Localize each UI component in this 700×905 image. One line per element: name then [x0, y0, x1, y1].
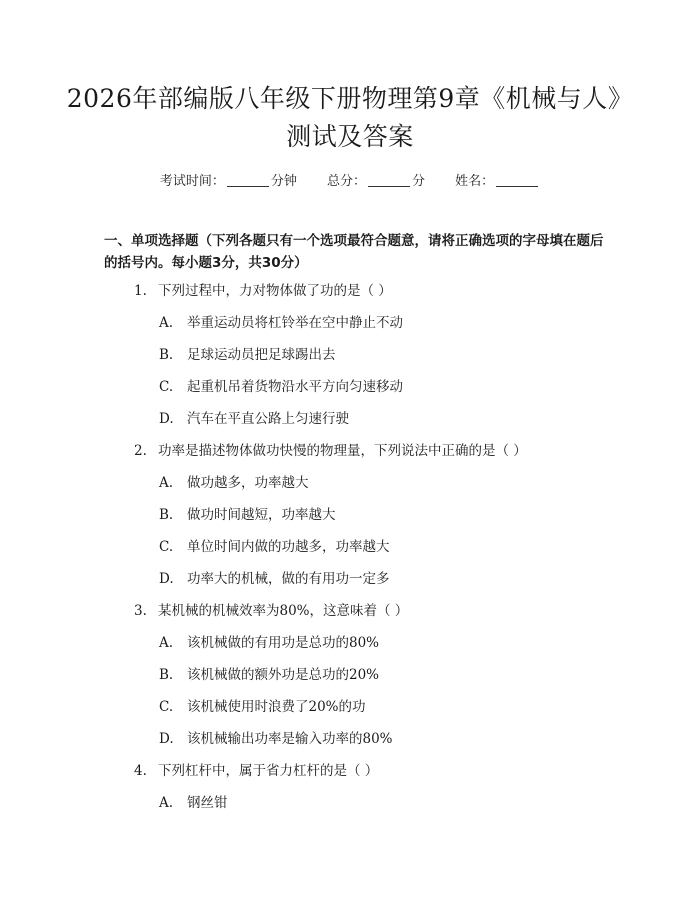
option-text: 做功时间越短，功率越大	[187, 507, 336, 523]
question-4	[134, 762, 378, 780]
option-letter: C.	[159, 379, 174, 395]
option-text: 功率大的机械，做的有用功一定多	[187, 571, 390, 587]
option-text: 该机械做的有用功是总功的80%	[187, 635, 380, 651]
option-letter: A.	[159, 315, 174, 331]
option-letter: A.	[159, 795, 174, 811]
option-letter: B.	[159, 667, 174, 683]
option-letter: A.	[159, 635, 174, 651]
total-score-unit: 分	[412, 174, 426, 189]
option-text: 该机械输出功率是输入功率的80%	[187, 731, 393, 747]
exam-time-field	[160, 170, 297, 189]
student-name-label: 姓名：	[455, 174, 495, 189]
question-3-option-b	[159, 666, 379, 684]
question-text: 某机械的机械效率为80%，这意味着（ ）	[158, 603, 409, 619]
option-letter: D.	[159, 411, 174, 427]
exam-time-blank	[227, 174, 269, 187]
question-3	[134, 602, 408, 620]
question-4-option-a	[159, 794, 228, 812]
question-text: 下列过程中，力对物体做了功的是（ ）	[158, 283, 392, 299]
question-number: 4.	[134, 763, 147, 779]
section-heading: 一、单项选择题（下列各题只有一个选项最符合题意，请将正确选项的字母填在题后的括号内。每小题3分，共30分）	[104, 233, 604, 271]
question-3-option-d	[159, 730, 393, 748]
option-letter: C.	[159, 699, 174, 715]
option-letter: C.	[159, 539, 174, 555]
question-number: 2.	[134, 443, 147, 459]
question-text: 下列杠杆中，属于省力杠杆的是（ ）	[158, 763, 379, 779]
question-2-option-d	[159, 570, 390, 588]
option-text: 该机械做的额外功是总功的20%	[187, 667, 380, 683]
option-letter: D.	[159, 571, 174, 587]
question-2-option-c	[159, 538, 390, 556]
total-score-blank	[368, 174, 410, 187]
option-letter: B.	[159, 507, 174, 523]
option-letter: A.	[159, 475, 174, 491]
question-1-option-a	[159, 314, 403, 332]
option-text: 单位时间内做的功越多，功率越大	[187, 539, 390, 555]
total-score-field	[327, 170, 425, 189]
question-2	[134, 442, 527, 460]
question-1-option-c	[159, 378, 403, 396]
option-text: 起重机吊着货物沿水平方向匀速移动	[187, 379, 403, 395]
question-1-option-b	[159, 346, 336, 364]
option-text: 举重运动员将杠铃举在空中静止不动	[187, 315, 403, 331]
question-number: 3.	[134, 603, 147, 619]
question-text: 功率是描述物体做功快慢的物理量，下列说法中正确的是（ ）	[158, 443, 527, 459]
exam-time-unit: 分钟	[270, 174, 297, 189]
total-score-label: 总分：	[326, 174, 366, 189]
question-3-option-c	[159, 698, 366, 716]
question-number: 1.	[134, 283, 147, 299]
option-text: 该机械使用时浪费了20%的功	[187, 699, 366, 715]
student-name-field	[455, 170, 540, 189]
option-text: 汽车在平直公路上匀速行驶	[187, 411, 349, 427]
question-3-option-a	[159, 634, 379, 652]
question-1	[134, 282, 392, 300]
option-text: 钢丝钳	[187, 795, 228, 811]
option-text: 做功越多，功率越大	[187, 475, 309, 491]
question-2-option-b	[159, 506, 336, 524]
option-letter: B.	[159, 347, 174, 363]
option-letter: D.	[159, 731, 174, 747]
student-name-blank	[496, 174, 538, 187]
question-1-option-d	[159, 410, 349, 428]
exam-time-label: 考试时间：	[159, 174, 225, 189]
option-text: 足球运动员把足球踢出去	[187, 347, 336, 363]
exam-info-line	[0, 170, 700, 189]
question-2-option-a	[159, 474, 309, 492]
document-title: 2026年部编版八年级下册物理第9章《机械与人》测试及答案	[66, 84, 634, 151]
